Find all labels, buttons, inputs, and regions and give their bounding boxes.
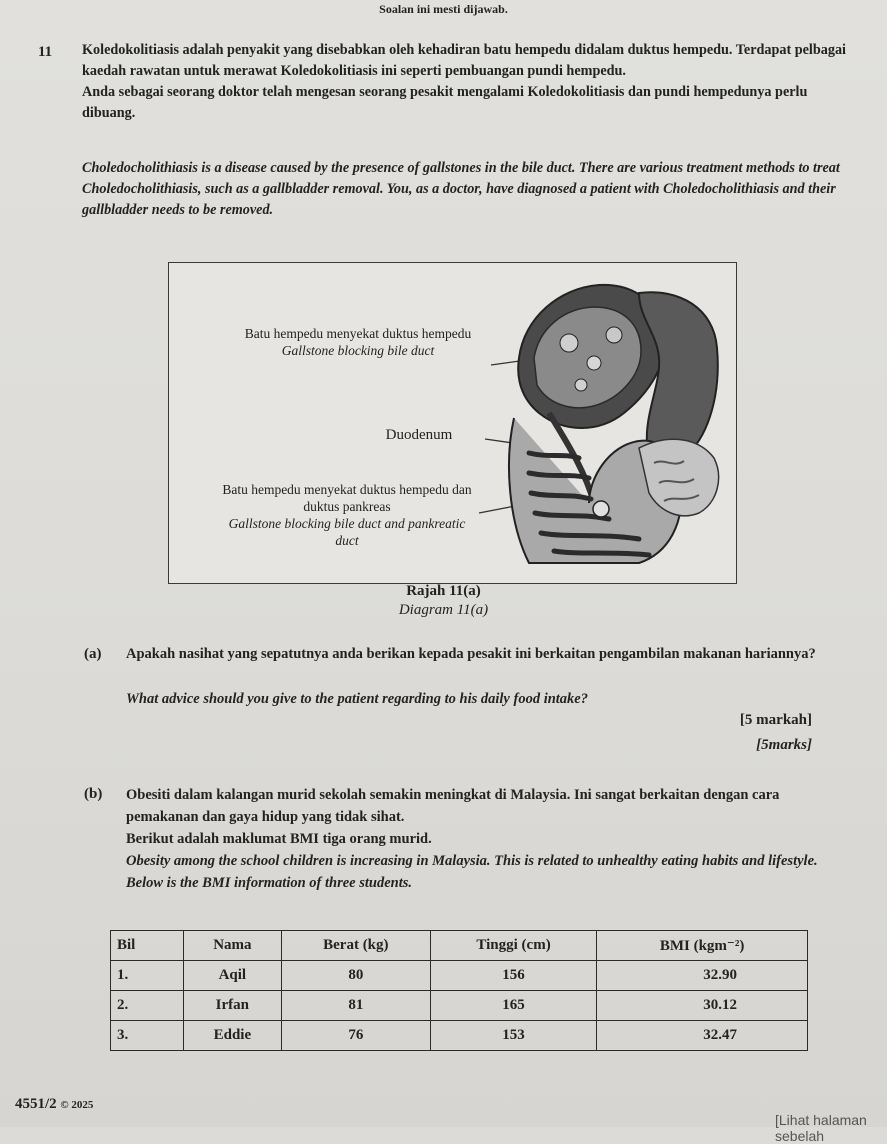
header-nama: Nama [184,931,282,961]
ampulla-gallstone [593,501,609,517]
cell-tinggi: 153 [430,1021,596,1051]
label1-english: Gallstone blocking bile duct [281,343,435,358]
header-bil: Bil [111,931,184,961]
part-b-question-malay: Obesiti dalam kalangan murid sekolah semakin meningkat di Malaysia. Ini sangat berkaitan dengan cara pemakanan dan gaya hidup yang tidak sihat. Berikut adalah maklumat BMI tiga orang murid. [126,787,780,847]
copyright: © 2025 [60,1099,94,1111]
diagram-frame [168,262,737,584]
cell-berat: 76 [281,1021,430,1051]
gallstone-3 [606,327,622,343]
part-a-marks-english: [5marks] [756,737,812,753]
intro-english: Choledocholithiasis is a disease caused by the presence of gallstones in the bile duct. There are various treatment methods to treat Choledocholithiasis, such as a gallbladder removal. You, as a doctor, have diagnosed a patient with Choledocholithiasis and their gallbladder needs to be removed. [82,160,840,218]
part-a-question-english: What advice should you give to the patient regarding to his daily food intake? [126,691,588,707]
cell-bmi: 32.90 [597,961,808,991]
part-a-marks-malay: [5 markah] [739,712,812,728]
page-header: Soalan ini mesti dijawab. [379,2,508,16]
turn-page-note: [Lihat halaman sebelah [775,1112,867,1144]
question-number: 11 [38,44,53,60]
footer-code [15,1096,93,1113]
label3-malay: Batu hempedu menyekat duktus hempedu dan duktus pankreas [222,482,472,514]
part-b-question-english: Obesity among the school children is increasing in Malaysia. This is related to unhealthy eating habits and lifestyle. Below is the BMI information of three students. [126,853,818,891]
intro-malay: Koledokolitiasis adalah penyakit yang disebabkan oleh kehadiran batu hempedu didalam duktus hempedu. Terdapat pelbagai kaedah rawatan untuk merawat Koledokolitiasis ini seperti pembuangan pundi hempedu. Anda sebagai seorang doktor telah mengesan seorang pesakit mengalami Koledokolitiasis dan pundi hempedunya perlu dibuang. [82,42,846,121]
cell-nama: Irfan [184,991,282,1021]
part-a-label: (a) [84,646,102,662]
cell-nama: Aqil [184,961,282,991]
cell-nama: Eddie [184,1021,282,1051]
table-header-row [111,931,808,961]
bmi-table [110,930,808,1051]
header-bmi: BMI (kgm⁻²) [597,931,808,961]
gallstone-4 [575,379,587,391]
table-row [111,961,808,991]
table-row [111,1021,808,1051]
cell-bil: 1. [111,961,184,991]
cell-bmi: 32.47 [597,1021,808,1051]
diagram-caption-malay: Rajah 11(a) [406,583,481,599]
cell-berat: 80 [281,961,430,991]
cell-bil: 3. [111,1021,184,1051]
table-row [111,991,808,1021]
cell-berat: 81 [281,991,430,1021]
label3-english: Gallstone blocking bile duct and pankreatic duct [228,516,466,548]
gallstone-2 [587,356,601,370]
part-b-label: (b) [84,786,103,802]
label-duodenum: Duodenum [385,427,453,443]
cell-bmi: 30.12 [597,991,808,1021]
cell-tinggi: 156 [430,961,596,991]
gallstone-1 [560,334,578,352]
anatomy-illustration [169,263,736,583]
diagram-caption-english: Diagram 11(a) [398,602,489,618]
header-tinggi: Tinggi (cm) [430,931,596,961]
label1-malay: Batu hempedu menyekat duktus hempedu [244,326,472,341]
header-berat: Berat (kg) [281,931,430,961]
cell-tinggi: 165 [430,991,596,1021]
paper-code: 4551/2 [15,1096,57,1112]
cell-bil: 2. [111,991,184,1021]
part-a-question-malay: Apakah nasihat yang sepatutnya anda berikan kepada pesakit ini berkaitan pengambilan makanan hariannya? [126,646,816,662]
